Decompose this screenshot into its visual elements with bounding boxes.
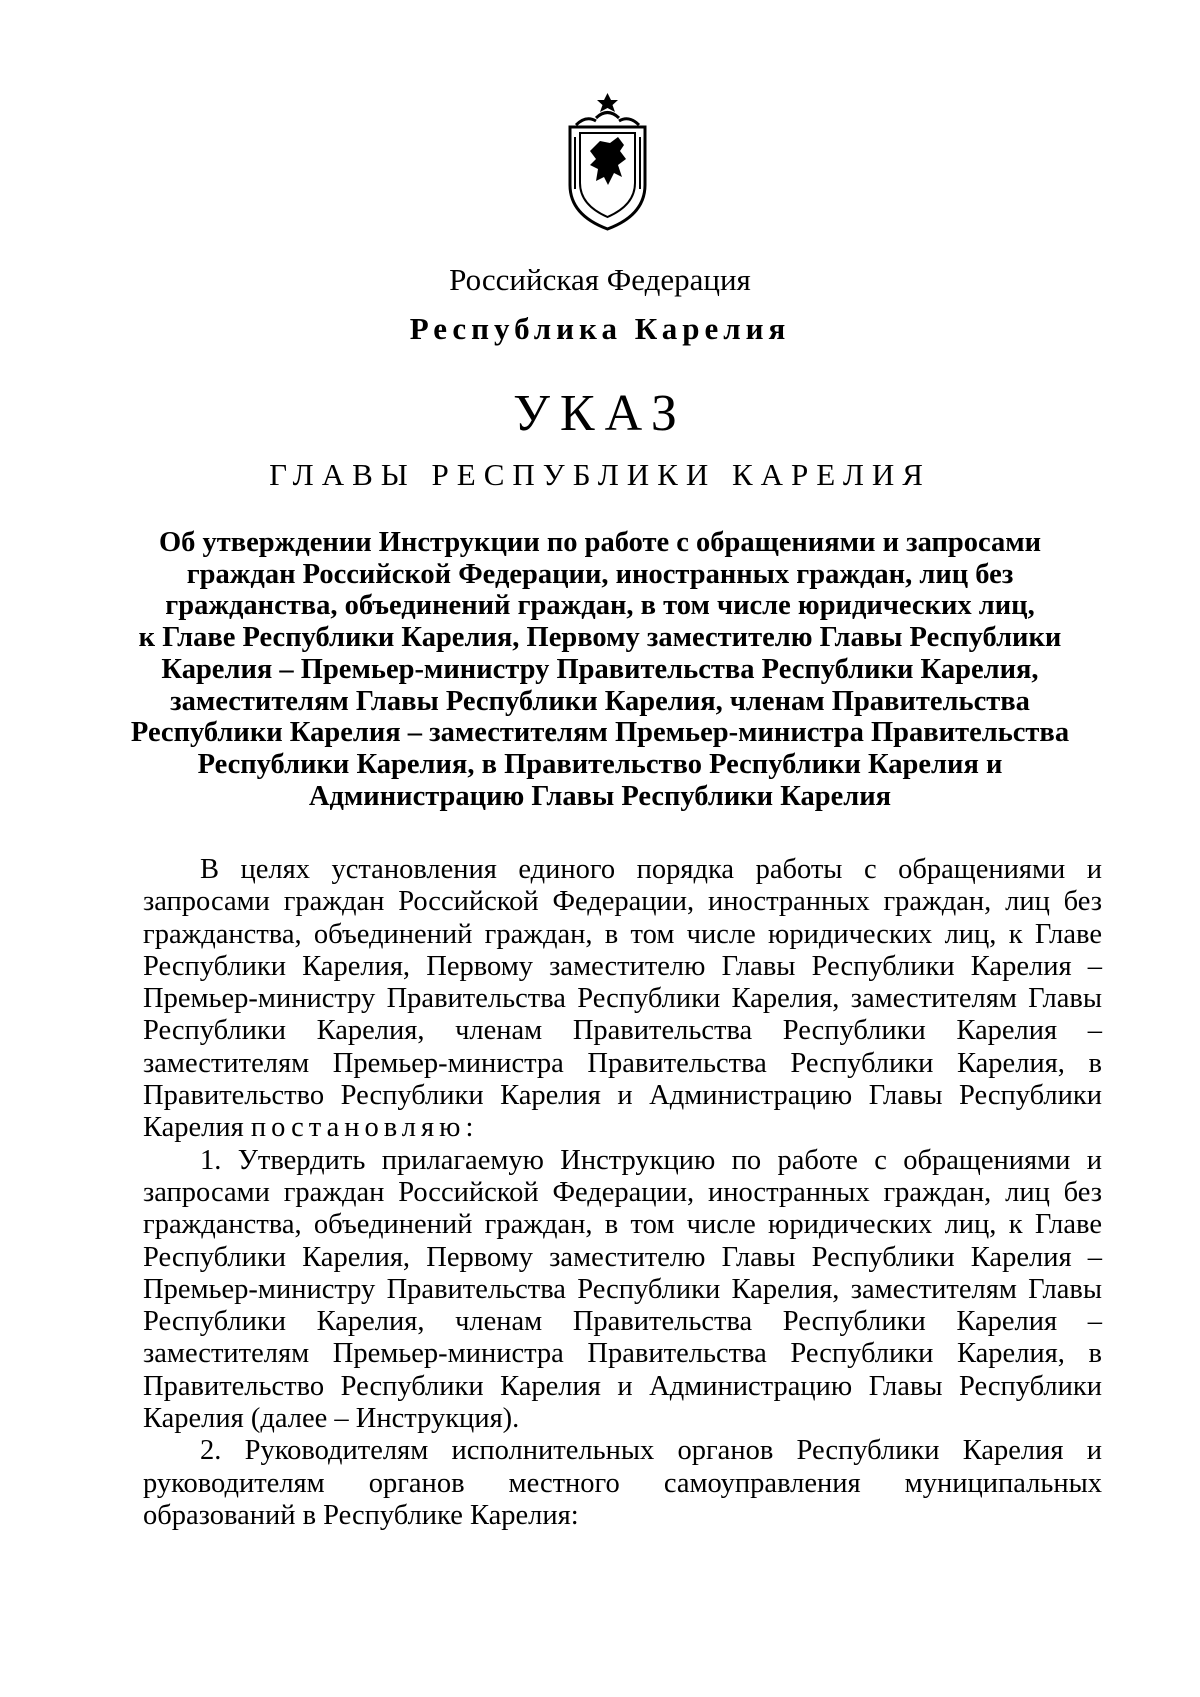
title-line: к Главе Республики Карелия, Первому заместителю Главы Республики — [138, 622, 1062, 654]
resolve-word: постановляю — [250, 1112, 466, 1144]
item-1-paragraph: 1. Утвердить прилагаемую Инструкцию по работе с обращениями и запросами граждан Российской Федерации, иностранных граждан, лиц без гражданства, объединений граждан, в том числе юридических лиц, к Главе Республики Карелия, Первому заместителю Главы Республики Карелия – Премьер-министру Правительства Республики Карелия, заместителям Главы Республики Карелия, членам Правительства Республики Карелия – заместителям Премьер-министра Правительства Республики Карелия, в Правительство Республики Карелия и Администрацию Главы Республики Карелия (далее – Инструкция). — [143, 1144, 1102, 1435]
document-body — [143, 854, 1102, 1532]
title-line: Об утверждении Инструкции по работе с обращениями и запросами — [158, 527, 1042, 558]
coat-of-arms-icon — [566, 93, 649, 231]
issuer-name: ГЛАВЫ РЕСПУБЛИКИ КАРЕЛИЯ — [269, 457, 931, 492]
title-line: Администрацию Главы Республики Карелия — [308, 780, 892, 812]
republic-name: Республика Карелия — [409, 311, 791, 346]
preamble-paragraph — [143, 854, 1102, 1145]
preamble-text: В целях установления единого порядка работы с обращениями и запросами граждан Российской Федерации, иностранных граждан, лиц без гражданства, объединений граждан, в том числе юридических лиц, к Главе Республики Карелия, Первому заместителю Главы Республики Карелия – Премьер-министру Правительства Республики Карелия, заместителям Главы Республики Карелия, членам Правительства Республики Карелия – заместителям Премьер-министра Правительства Республики Карелия, в Правительство Республики Карелия и Администрацию Главы Республики Карелия — [143, 854, 1102, 1144]
title-line: Карелия – Премьер-министру Правительства Республики Карелия, — [161, 653, 1039, 685]
title-line: граждан Российской Федерации, иностранных граждан, лиц без — [186, 558, 1014, 590]
title-line: Республики Карелия, в Правительство Республики Карелия и — [197, 748, 1003, 780]
document-type: УКАЗ — [513, 385, 687, 442]
resolve-colon: : — [465, 1112, 474, 1144]
title-line: гражданства, объединений граждан, в том числе юридических лиц, — [165, 590, 1035, 622]
country-name: Российская Федерация — [449, 262, 751, 297]
item-2-paragraph: 2. Руководителям исполнительных органов Республики Карелия и руководителям органов местного самоуправления муниципальных образований в Республике Карелия: — [143, 1435, 1102, 1531]
document-title — [130, 527, 1070, 812]
title-line: Республики Карелия – заместителям Премьер-министра Правительства — [130, 717, 1070, 749]
title-line: заместителям Главы Республики Карелия, членам Правительства — [170, 685, 1030, 717]
